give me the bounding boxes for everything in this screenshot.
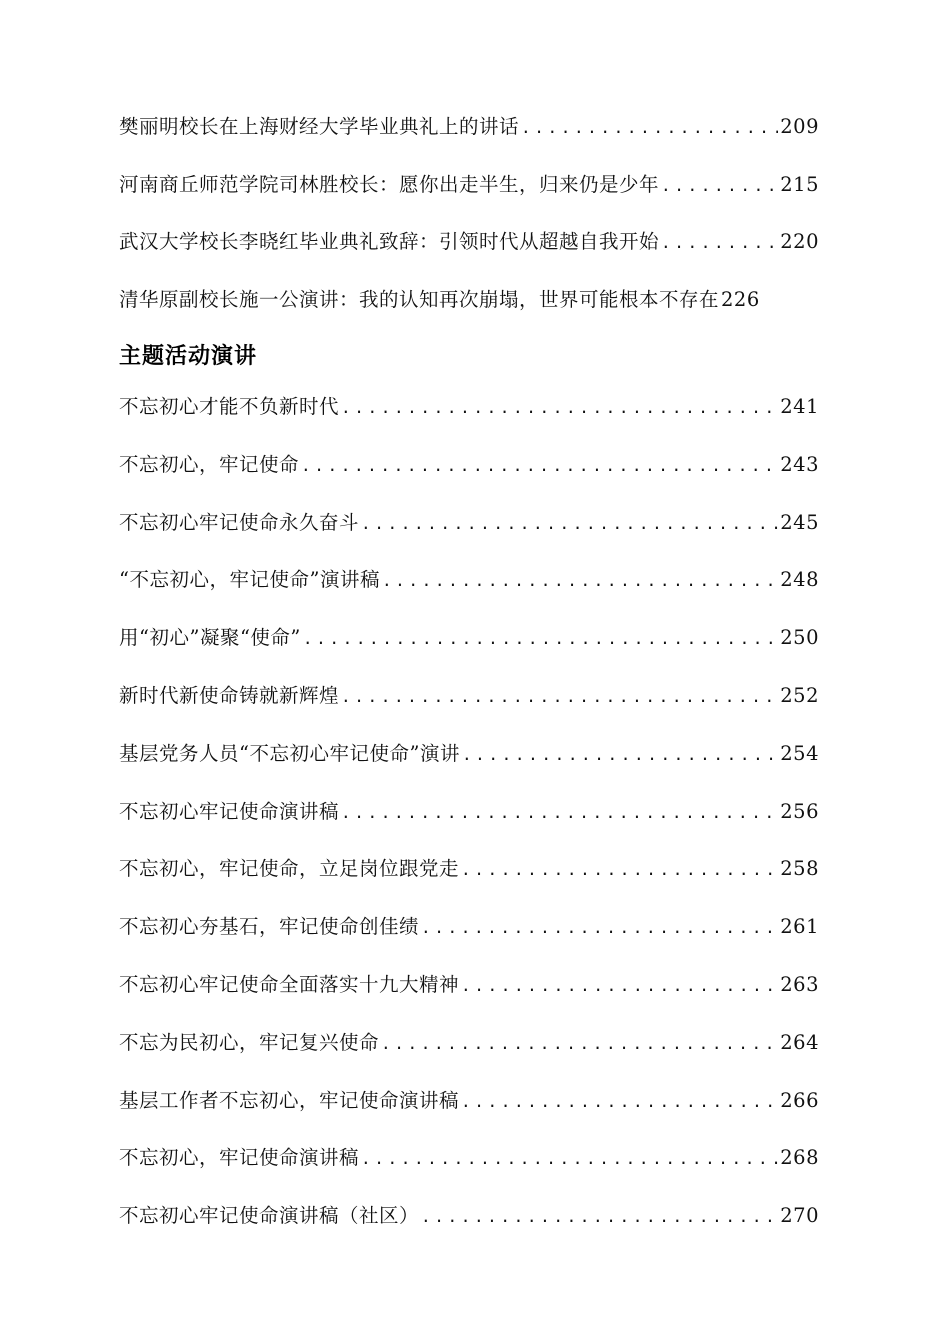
toc-entry <box>119 854 819 884</box>
toc-dot-leader <box>459 971 778 1000</box>
toc-entry-title: 用“初心”凝聚“使命” <box>119 626 301 649</box>
toc-dot-leader <box>659 228 778 257</box>
toc-dot-leader <box>339 798 778 827</box>
toc-entry <box>119 170 819 200</box>
toc-entry-page: 243 <box>780 453 819 476</box>
toc-entry <box>119 227 819 257</box>
toc-entry <box>119 1201 819 1231</box>
toc-entry <box>119 1143 819 1173</box>
toc-entry <box>119 739 819 769</box>
toc-dot-leader <box>419 913 778 942</box>
toc-entry-title: 不忘为民初心，牢记复兴使命 <box>119 1031 380 1054</box>
toc-entry-page: 252 <box>780 684 819 707</box>
toc-entry-page: 248 <box>780 568 819 591</box>
toc-dot-leader <box>419 1202 778 1231</box>
toc-dot-leader <box>301 624 778 653</box>
toc-entry-page: 270 <box>780 1204 819 1227</box>
toc-entry <box>119 912 819 942</box>
toc-entry-title: 武汉大学校长李晓红毕业典礼致辞：引领时代从超越自我开始 <box>119 230 660 253</box>
toc-dot-leader <box>459 855 778 884</box>
toc-entry <box>119 285 819 315</box>
toc-entry-title: 河南商丘师范学院司林胜校长：愿你出走半生，归来仍是少年 <box>119 173 660 196</box>
toc-dot-leader <box>379 1029 778 1058</box>
toc-dot-leader <box>339 393 778 422</box>
toc-dot-leader <box>359 1144 778 1173</box>
toc-dot-leader <box>359 509 778 538</box>
toc-dot-leader <box>380 566 778 595</box>
toc-entry-title: 不忘初心，牢记使命，立足岗位跟党走 <box>119 857 460 880</box>
toc-entry <box>119 1028 819 1058</box>
toc-entry-title: 樊丽明校长在上海财经大学毕业典礼上的讲话 <box>119 115 520 138</box>
toc-dot-leader <box>659 171 778 200</box>
toc-entry-title: 不忘初心牢记使命全面落实十九大精神 <box>119 973 460 996</box>
toc-entry-page: 250 <box>780 626 819 649</box>
toc-entry-title: 基层党务人员“不忘初心牢记使命”演讲 <box>119 742 460 765</box>
toc-dot-leader <box>519 113 778 142</box>
toc-entry-title: 不忘初心，牢记使命 <box>119 453 300 476</box>
toc-dot-leader <box>459 1087 778 1116</box>
toc-entry-page: 226 <box>721 288 760 311</box>
toc-dot-leader <box>299 451 778 480</box>
toc-entry-page: 220 <box>780 230 819 253</box>
toc-entry <box>119 392 819 422</box>
toc-entry <box>119 623 819 653</box>
toc-dot-leader <box>339 682 778 711</box>
toc-entry-page: 215 <box>780 173 819 196</box>
toc-entry <box>119 450 819 480</box>
toc-entry-page: 256 <box>780 800 819 823</box>
toc-entry <box>119 112 819 142</box>
toc-entry-page: 268 <box>780 1146 819 1169</box>
toc-entry-title: 新时代新使命铸就新辉煌 <box>119 684 340 707</box>
toc-entry <box>119 1086 819 1116</box>
toc-entry-page: 266 <box>780 1089 819 1112</box>
toc-entry-title: “不忘初心，牢记使命”演讲稿 <box>119 568 380 591</box>
toc-entry-title: 清华原副校长施一公演讲：我的认知再次崩塌，世界可能根本不存在 <box>119 288 720 311</box>
toc-entry <box>119 970 819 1000</box>
toc-entry <box>119 508 819 538</box>
toc-entry-page: 264 <box>780 1031 819 1054</box>
toc-entry-page: 245 <box>780 511 819 534</box>
toc-entry <box>119 565 819 595</box>
toc-entry <box>119 797 819 827</box>
toc-entry <box>119 681 819 711</box>
toc-entry-page: 209 <box>780 115 819 138</box>
toc-entry-title: 不忘初心牢记使命演讲稿（社区） <box>119 1204 420 1227</box>
toc-entry-page: 241 <box>780 395 819 418</box>
toc-entry-title: 不忘初心夯基石，牢记使命创佳绩 <box>119 915 420 938</box>
toc-entry-page: 263 <box>780 973 819 996</box>
toc-entry-title: 不忘初心，牢记使命演讲稿 <box>119 1146 360 1169</box>
toc-entry-page: 254 <box>780 742 819 765</box>
toc-entry-page: 258 <box>780 857 819 880</box>
toc-entry-title: 不忘初心牢记使命演讲稿 <box>119 800 340 823</box>
toc-entry-page: 261 <box>780 915 819 938</box>
toc-entry-title: 不忘初心才能不负新时代 <box>119 395 340 418</box>
toc-dot-leader <box>460 740 778 769</box>
toc-entry-title: 基层工作者不忘初心，牢记使命演讲稿 <box>119 1089 460 1112</box>
toc-entry-title: 不忘初心牢记使命永久奋斗 <box>119 511 360 534</box>
section-heading: 主题活动演讲 <box>119 344 258 369</box>
